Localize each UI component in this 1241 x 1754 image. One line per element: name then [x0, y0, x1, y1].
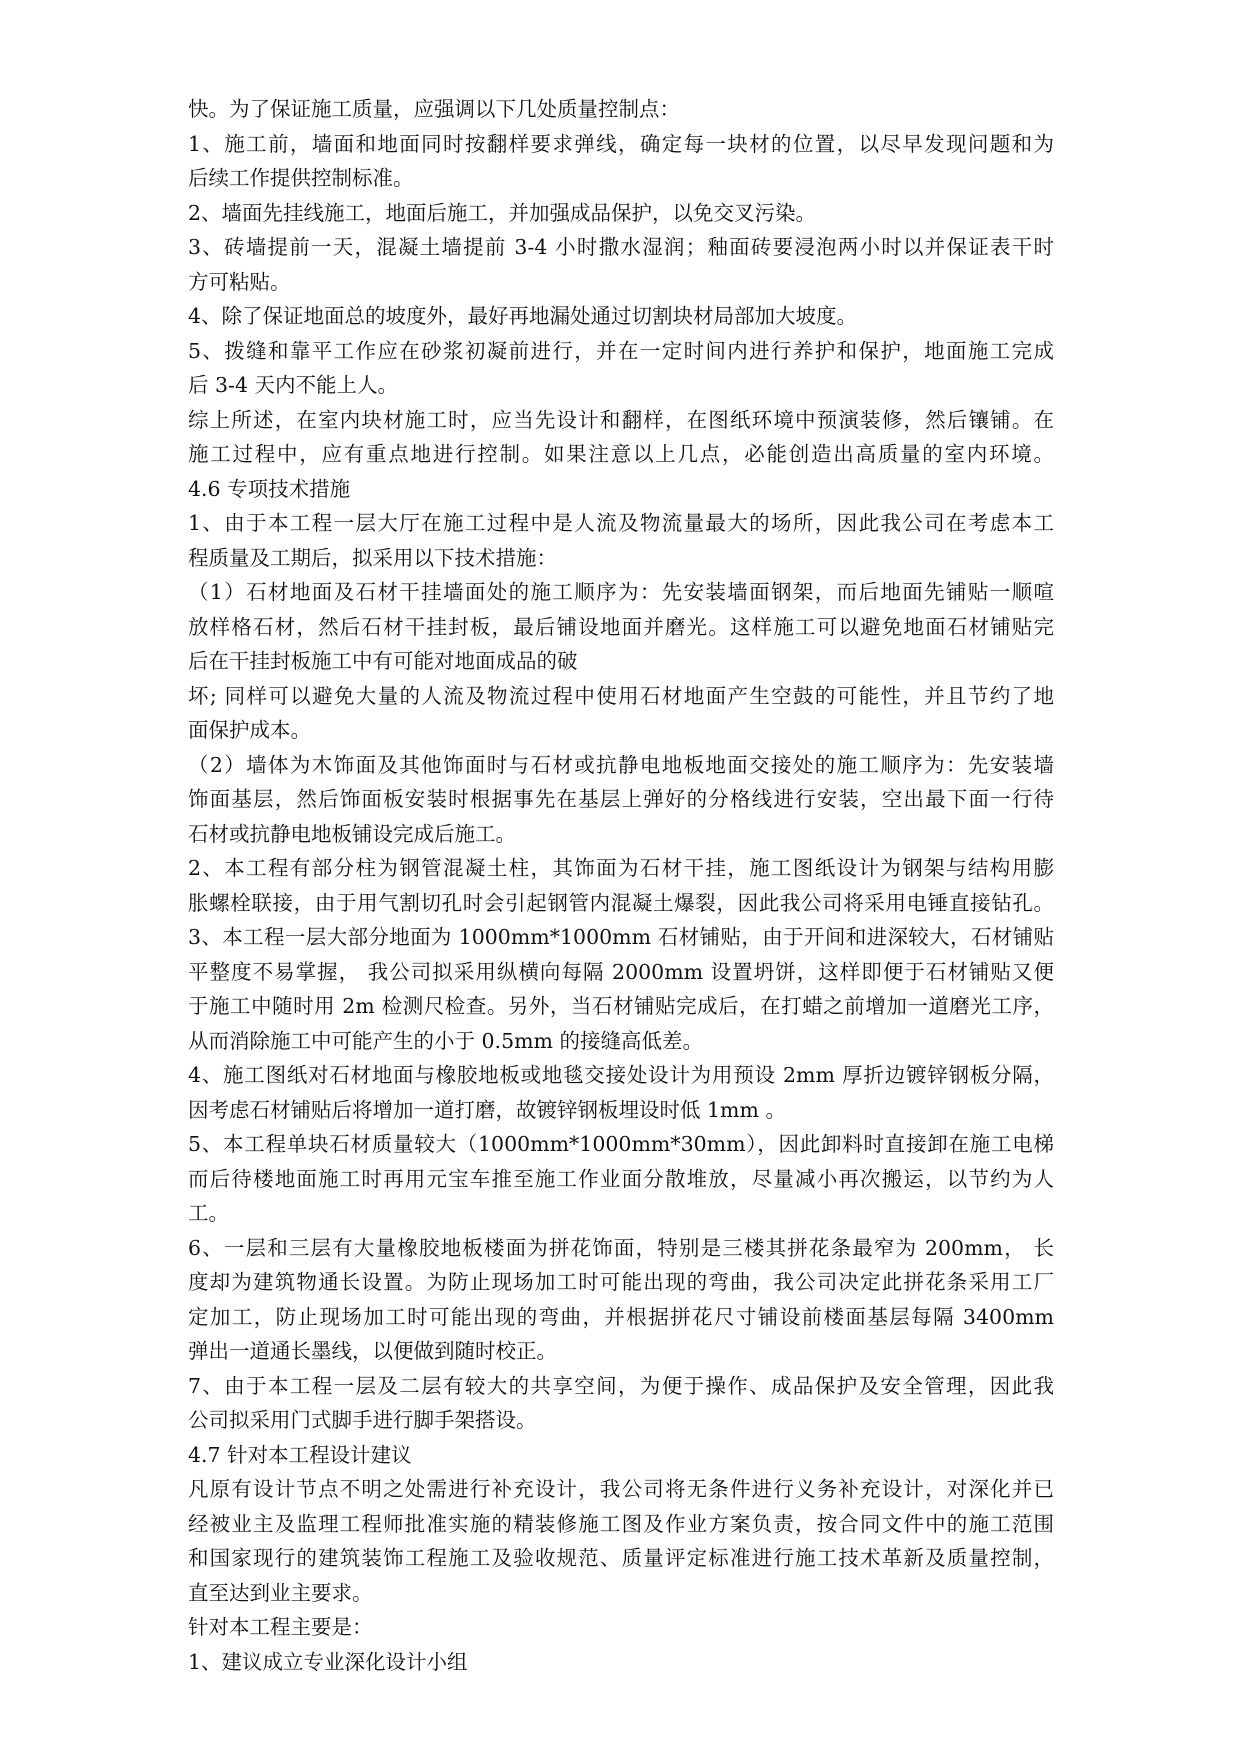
text-line: 后 3-4 天内不能上人。 [188, 373, 399, 397]
text-line: 和国家现行的建筑装饰工程施工及验收规范、质量评定标准进行施工技术革新及质量控制， [188, 1546, 1054, 1570]
text-line: 2、本工程有部分柱为钢管混凝土柱，其饰面为石材干挂，施工图纸设计为钢架与结构用膨 [188, 856, 1054, 880]
text-line: 坏; 同样可以避免大量的人流及物流过程中使用石材地面产生空鼓的可能性，并且节约了地 [188, 683, 1054, 708]
text-line: 5、本工程单块石材质量较大（1000mm*1000mm*30mm），因此卸料时直接卸在施工电梯 [188, 1132, 1054, 1156]
text-line: 因考虑石材铺贴后将增加一道打磨，故镀锌钢板埋设时低 1mm 。 [188, 1097, 786, 1122]
text-line: 4.6 专项技术措施 [188, 476, 351, 501]
text-line: 施工过程中，应有重点地进行控制。如果注意以上几点，必能创造出高质量的室内环境。 [188, 442, 1054, 466]
text-line: 程质量及工期后，拟采用以下技术措施： [188, 545, 557, 570]
text-line: 公司拟采用门式脚手进行脚手架搭设。 [188, 1408, 537, 1432]
text-line: 1、施工前，墙面和地面同时按翻样要求弹线，确定每一块材的位置，以尽早发现问题和为 [188, 131, 1054, 156]
text-line: 5、拨缝和靠平工作应在砂浆初凝前进行，并在一定时间内进行养护和保护，地面施工完成 [188, 338, 1054, 363]
text-line: 凡原有设计节点不明之处需进行补充设计，我公司将无条件进行义务补充设计，对深化并已 [188, 1477, 1054, 1501]
text-line: 石材或抗静电地板铺设完成后施工。 [188, 821, 516, 846]
text-line: 经被业主及监理工程师批准实施的精装修施工图及作业方案负责，按合同文件中的施工范围 [188, 1511, 1054, 1536]
document-page [188, 92, 1054, 1679]
text-line: 综上所述，在室内块材施工时，应当先设计和翻样，在图纸环境中预演装修，然后镶铺。在 [188, 407, 1054, 432]
text-line: 定加工，防止现场加工时可能出现的弯曲，并根据拼花尺寸铺设前楼面基层每隔 3400mm [188, 1304, 1054, 1329]
text-line: 于施工中随时用 2m 检测尺检查。另外，当石材铺贴完成后，在打蜡之前增加一道磨光工序， [188, 994, 1054, 1018]
text-line: 后续工作提供控制标准。 [188, 166, 414, 190]
text-line: 方可粘贴。 [188, 269, 291, 294]
text-line: 3、本工程一层大部分地面为 1000mm*1000mm 石材铺贴，由于开间和进深较大，石材铺贴 [188, 925, 1054, 949]
text-line: 2、墙面先挂线施工，地面后施工，并加强成品保护，以免交叉污染。 [188, 200, 817, 225]
text-line: 从而消除施工中可能产生的小于 0.5mm 的接缝高低差。 [188, 1028, 704, 1053]
text-line: 而后待楼地面施工时再用元宝车推至施工作业面分散堆放，尽量减小再次搬运，以节约为人 [188, 1166, 1054, 1191]
text-line: 7、由于本工程一层及二层有较大的共享空间，为便于操作、成品保护及安全管理，因此我 [188, 1373, 1054, 1398]
text-line: 放样格石材，然后石材干挂封板，最后铺设地面并磨光。这样施工可以避免地面石材铺贴完 [188, 614, 1054, 639]
text-line: 针对本工程主要是： [188, 1615, 373, 1639]
text-line: 胀螺栓联接，由于用气割切孔时会引起钢管内混凝土爆裂，因此我公司将采用电锤直接钻孔。 [188, 890, 1054, 915]
text-line: 工。 [188, 1201, 229, 1225]
text-line: （1）石材地面及石材干挂墙面处的施工顺序为：先安装墙面钢架，而后地面先铺贴一顺喧 [188, 580, 1054, 604]
text-line: 饰面基层，然后饰面板安装时根据事先在基层上弹好的分格线进行安装，空出最下面一行待 [188, 787, 1054, 811]
text-line: 4.7 针对本工程设计建议 [188, 1442, 412, 1467]
text-line: 4、施工图纸对石材地面与橡胶地板或地毯交接处设计为用预设 2mm 厚折边镀锌钢板分隔， [188, 1063, 1054, 1087]
text-line: 直至达到业主要求。 [188, 1580, 373, 1605]
text-line: 平整度不易掌握， 我公司拟采用纵横向每隔 2000mm 设置坍饼，这样即便于石材铺贴又便 [188, 959, 1054, 984]
text-line: 弹出一道通长墨线，以便做到随时校正。 [188, 1339, 557, 1363]
text-line: 面保护成本。 [188, 718, 311, 742]
text-line: 6、一层和三层有大量橡胶地板楼面为拼花饰面，特别是三楼其拼花条最窄为 200mm， 长 [188, 1235, 1054, 1260]
text-line: 1、由于本工程一层大厅在施工过程中是人流及物流量最大的场所，因此我公司在考虑本工 [188, 511, 1054, 535]
text-line: 后在干挂封板施工中有可能对地面成品的破 [188, 649, 578, 673]
text-line: 度却为建筑物通长设置。为防止现场加工时可能出现的弯曲，我公司决定此拼花条采用工厂 [188, 1270, 1054, 1294]
text-line: （2）墙体为木饰面及其他饰面时与石材或抗静电地板地面交接处的施工顺序为：先安装墙 [188, 752, 1054, 777]
text-line: 4、除了保证地面总的坡度外，最好再地漏处通过切割块材局部加大坡度。 [188, 304, 858, 328]
text-line: 1、建议成立专业深化设计小组 [188, 1649, 468, 1674]
text-line: 快。为了保证施工质量，应强调以下几处质量控制点： [188, 97, 680, 121]
text-line: 3、砖墙提前一天，混凝土墙提前 3-4 小时撒水湿润；釉面砖要浸泡两小时以并保证表干时 [188, 235, 1054, 259]
